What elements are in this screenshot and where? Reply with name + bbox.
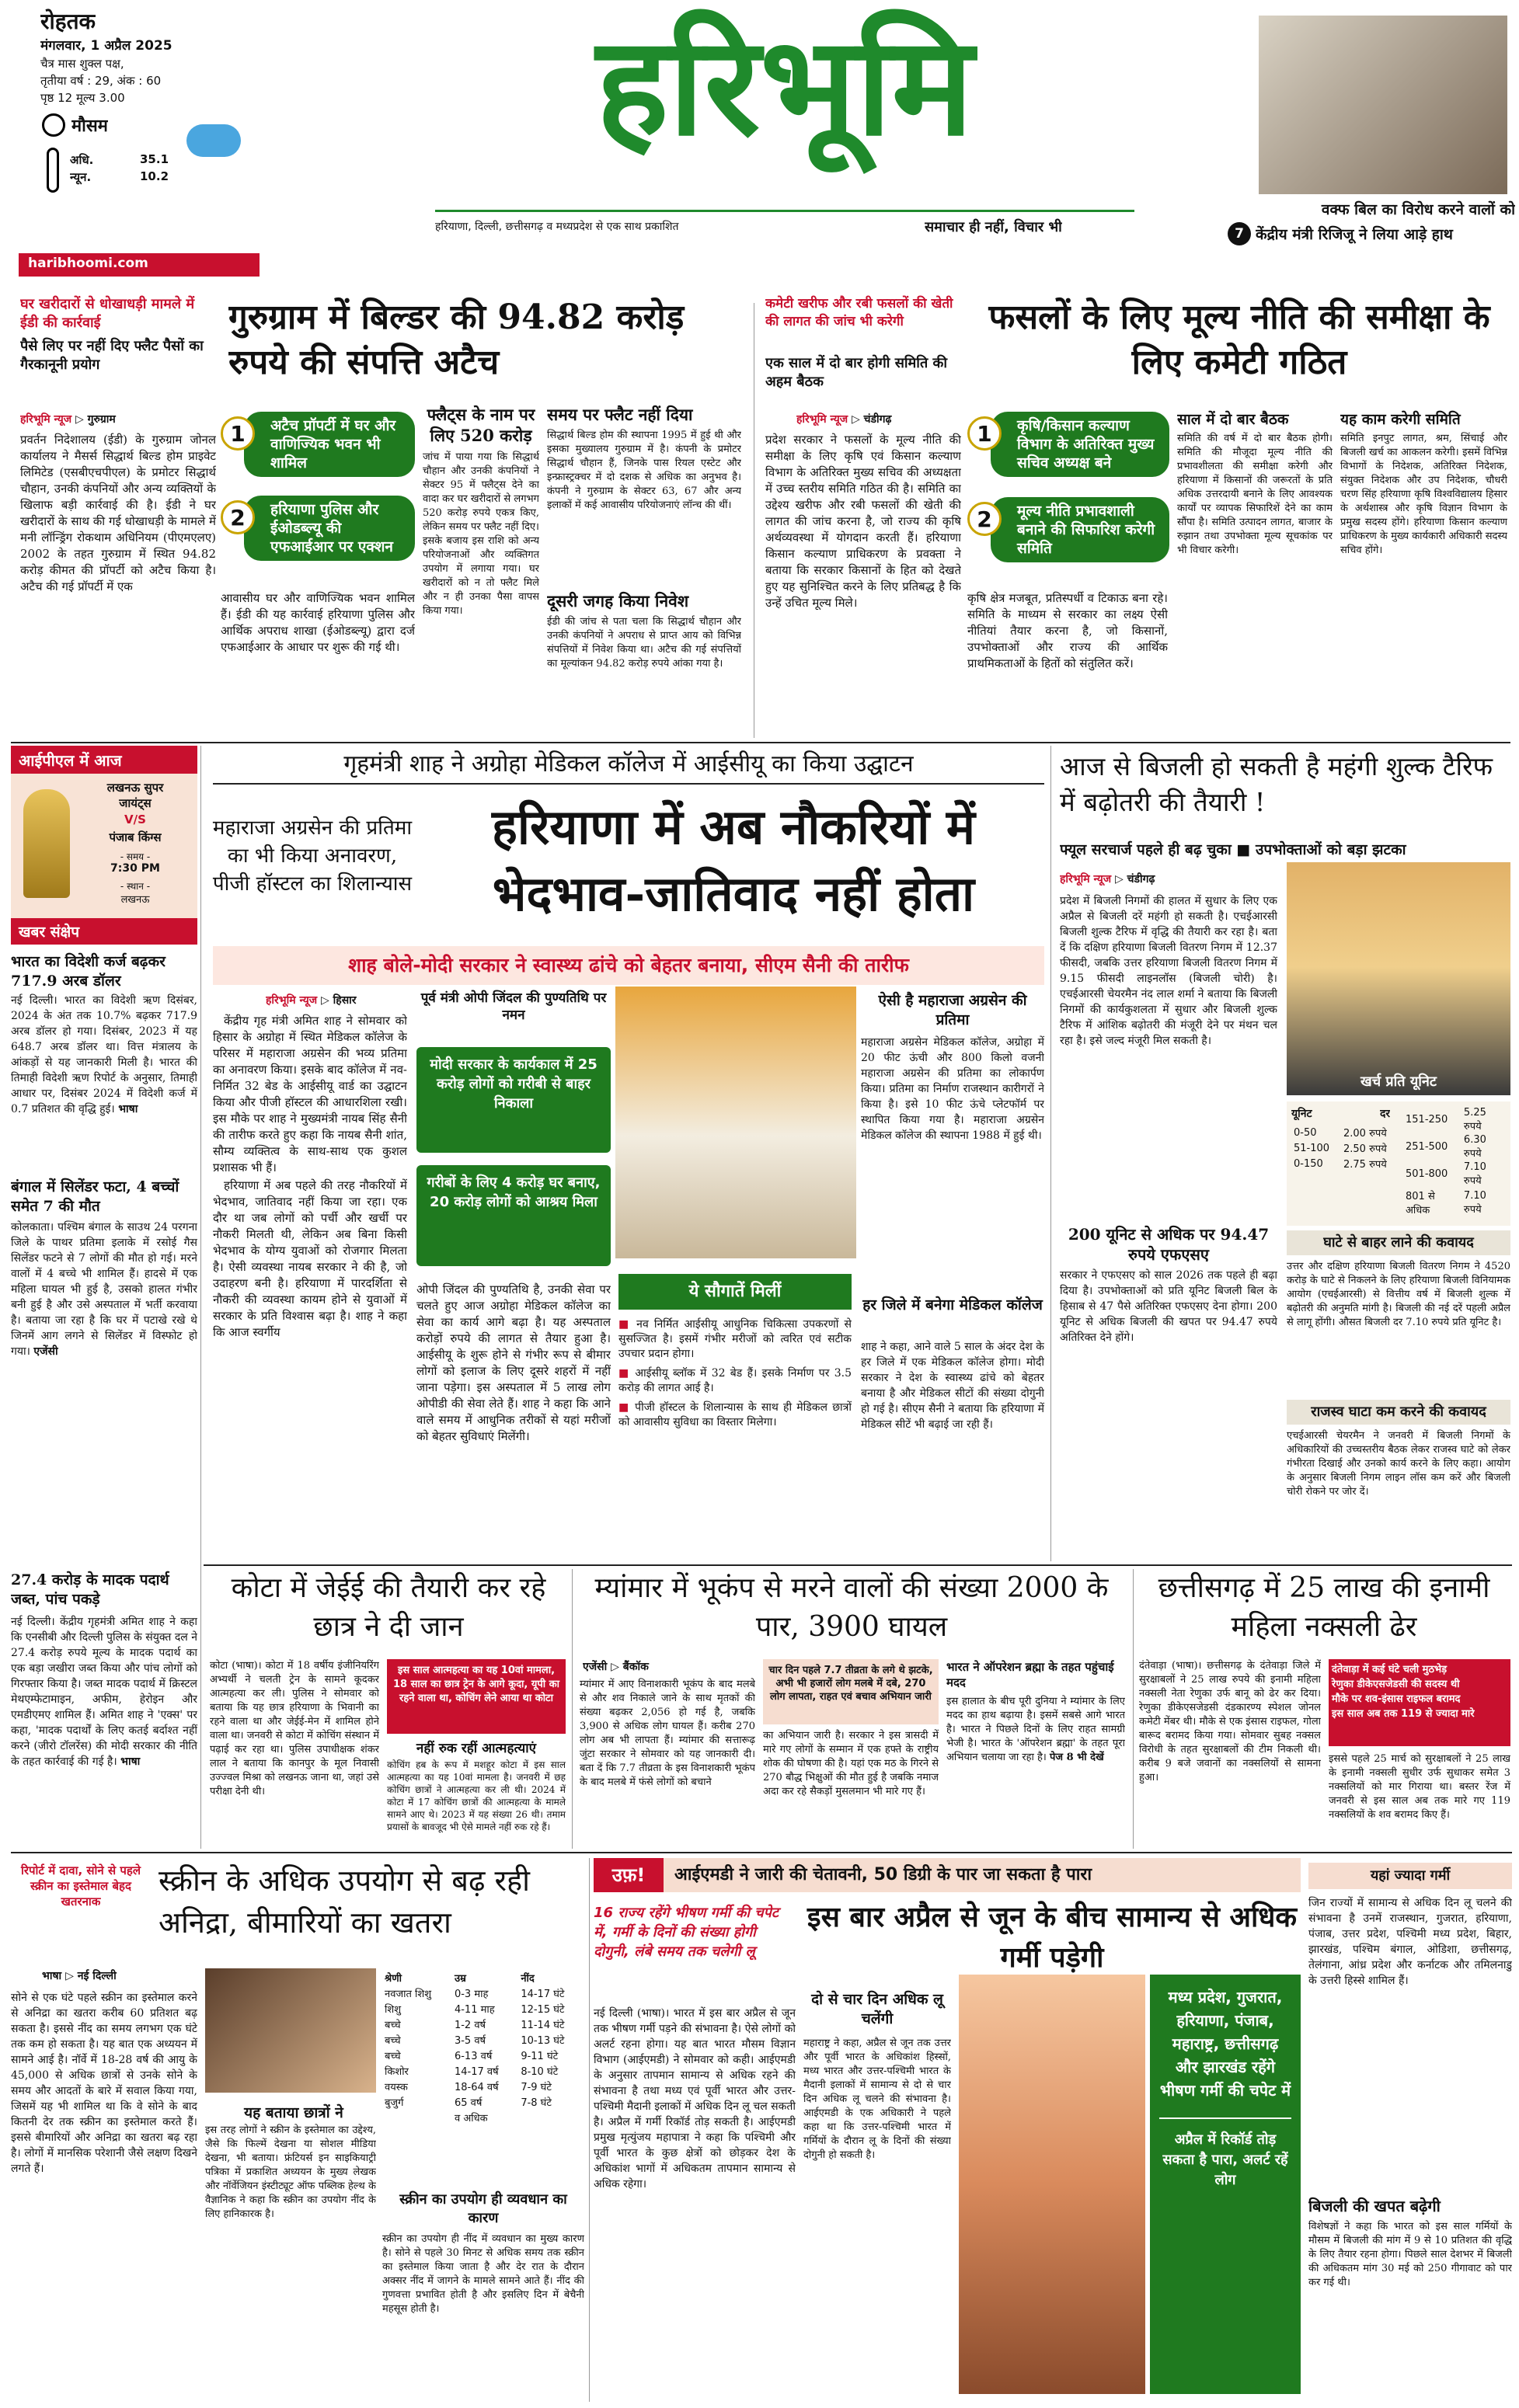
power-col4: एचईआरसी चेयरमैन ने जनवरी में बिजली निगमों के अधिकारियों की उच्चस्तरीय बैठक लेकर राजस्व घाटे को लेकर गंभीरता दिखाई और उनको कार्य करने के लिए कहा। आयोग के अनुसार बिजली निगम लाइन लॉस कम करें और बिजली चोरी रोकने पर जोर दें। <box>1287 1430 1510 1498</box>
crop-col3: समिति की वर्ष में दो बार बैठक होगी। समिति की मौजूदा मूल्य नीति की प्रभावशीलता की समीक्षा करेगी और हरियाणा में किसानों की जरूरतों के प्रति अधिक उत्तरदायी बनाने के लिए आवश्यक कार्यों पर व्यापक सिफारिशें देने का काम सौंपा है। समिति उत्पादन लागत, बाजार के रुझान तथा उपभोक्ता मूल्य सूचकांक पर भी विचार करेगी। <box>1177 433 1333 556</box>
story-power <box>1054 746 1512 1561</box>
square-icon: ■ <box>1236 841 1256 858</box>
table-cell: बच्चे <box>385 2051 401 2062</box>
crop-dateline <box>796 412 967 426</box>
power-col1: प्रदेश में बिजली निगमों की हालत में सुधार के लिए एक अप्रैल से बिजली दरें महंगी हो सकती है। एचईआरसी बिजली शुल्क टैरिफ में वृद्धि की तैयारी कर रहा है। बता दें कि दक्षिण हरियाणा बिजली वितरण निगम में 12.37 फीसदी, जबकि उत्तर हरियाणा बिजली वितरण निगम में 9.15 फीसदी लाइनलॉस (बिजली चोरी) है। एचईआरसी चेयरमैन नंद लाल शर्मा ने बताया कि बिजली निगमों की कार्यकुशलता में सुधार और बिजली शुल्क टैरिफ में आंशिक बढ़ोतरी की मंजूरी देने पर मंथन चल रहा है। इसे जल्द मंजूरी मिल सकती है। <box>1060 895 1277 1047</box>
story-ed <box>11 287 751 738</box>
shah-bullet-2-text: आईसीयू ब्लॉक में 32 बेड हैं। इसके निर्माण पर 3.5 करोड़ की लागत आई है। <box>618 1367 852 1394</box>
ed-point1 <box>221 412 415 477</box>
table-header: नींद <box>521 1973 535 1985</box>
heat-box-body: महाराष्ट्र ने कहा, अप्रैल से जून तक उत्तर और पूर्वी भारत के अधिकांश हिस्सों, मध्य भारत और उत्तर-पश्चिमी भारत के मैदानी इलाकों में सामान्य से दो से चार दिन अधिक लू चलने की संभावना है। आईएमडी के एक अधिकारी ने पहले कहा था कि उत्तर-पश्चिमी भारत में गर्मियों के दौरान लू के दिनों की संख्या दोगुनी हो सकती है। <box>803 2037 951 2161</box>
rule-quake-naxal <box>1133 1569 1134 1849</box>
rate-unit: 501-800 <box>1406 1168 1448 1180</box>
ipl-title: आईपीएल में आज <box>11 746 197 774</box>
ed-headline: गुरुग्राम में बिल्डर की 94.82 करोड़ रुपये की संपत्ति अटैच <box>228 298 685 382</box>
quake-col1: म्यांमार में आए विनाशकारी भूकंप के बाद मलबे से और शव निकाले जाने के साथ मृतकों की संख्या बढ़कर 2,056 हो गई है, जबकि 3,900 से अधिक लोग घायल हैं। करीब 270 लोग अब भी लापता हैं। म्यांमार की सत्तारूढ़ जुंटा सरकार ने सोमवार को यह जानकारी दी। बता दें कि 7.7 तीव्रता के इस विनाशकारी भूकंप के बाद मलबे में फंसे लोगों को बचाने <box>580 1679 755 1788</box>
table-row <box>382 2110 584 2125</box>
table-header: उम्र <box>454 1973 466 1985</box>
weather-icon <box>42 113 65 137</box>
ear-headline-2: केंद्रीय मंत्री रिजिजू ने लिया आड़े हाथ <box>1256 226 1453 243</box>
rate-row <box>1403 1106 1507 1133</box>
brief1-body <box>11 993 197 1173</box>
masthead-date: मंगलवार, 1 अप्रैल 2025 <box>40 38 172 54</box>
naxal-box <box>1329 1659 1510 1746</box>
rate-row <box>1291 1140 1400 1156</box>
tagline: समाचार ही नहीं, विचार भी <box>925 219 1062 235</box>
shah-quote3: गरीबों के लिए 4 करोड़ घर बनाए, 20 करोड़ लोगों को आश्रय मिला <box>416 1165 611 1266</box>
crop-col1: प्रदेश सरकार ने फसलों के मूल्य नीति की समीक्षा के लिए कृषि एवं किसान कल्याण विभाग के अतिरिक्त मुख्य सचिव की अध्यक्षता में उच्च स्तरीय समिति गठित की है। समिति का उद्देश्य खरीफ और रबी फसलों की खेती की लागत की जांच करना है, जो राज्य की कृषि अर्थव्यवस्था में योगदान करती हैं। हरियाणा किसान कल्याण प्राधिकरण के प्रवक्ता ने बताया कि सरकार किसानों के हित को देखते हुए यह सुनिश्चित करने के लिए प्रतिबद्ध है कि उन्हें उचित मूल्य मिले। <box>765 433 961 610</box>
ed-dateline <box>20 412 214 426</box>
website: haribhoomi.com <box>19 253 260 277</box>
screen-sub2: स्क्रीन का उपयोग ही व्यवधान का कारण <box>399 2191 567 2226</box>
shah-bullet-3 <box>618 1401 852 1430</box>
screen-dateline-agency: भाषा <box>42 1970 62 1982</box>
ed-dateline-brand: हरिभूमि न्यूज <box>20 413 72 426</box>
brief3-body <box>11 1614 197 1847</box>
rule-kota-quake <box>572 1569 573 1849</box>
power-tower-photo <box>1287 862 1510 1095</box>
shah-bullet-2 <box>618 1366 852 1396</box>
table-cell: बच्चे <box>385 2035 401 2047</box>
power-col2: सरकार ने एफएसए को साल 2026 तक पहले ही बढ़ा दिया है। उपभोक्ताओं को प्रति यूनिट बिजली बिल के हिसाब से 47 पैसे अतिरिक्त एफएसए देना होगा। 200 यूनिट से अधिक बिजली की खपत पर 94.47 रुपये अतिरिक्त देने होंगे। <box>1060 1269 1277 1344</box>
shah-bullet-1-text: नव निर्मित आईसीयू आधुनिक चिकित्सा उपकरणों से सुसज्जित है। इसमें गंभीर मरीजों को त्वरित एवं सटीक उपचार प्रदान होगा। <box>618 1318 852 1360</box>
rate-value: 6.30 रुपये <box>1463 1134 1486 1160</box>
heat-top-line: आईएमडी ने जारी की चेतावनी, 50 डिग्री के पार जा सकता है पारा <box>664 1858 1301 1892</box>
ipl-team2: जायंट्स <box>119 796 152 810</box>
sleep-table-grid <box>382 1970 584 2125</box>
brief1-text: नई दिल्ली। भारत का विदेशी ऋण दिसंबर, 2024 के अंत तक 10.7% बढ़कर 717.9 अरब डॉलर हो गया। दिसंबर, 2023 में यह 648.7 अरब डॉलर था। वित्त मंत्रालय के आंकड़ों से यह जानकारी मिली है। भारत की तिमाही विदेशी ऋण रिपोर्ट के अनुसार, तिमाही आधार पर, दिसंबर 2024 में विदेशी कर्ज में 0.7 प्रतिशत की वृद्धि हुई। <box>11 994 197 1115</box>
table-cell: नवजात शिशु <box>385 1989 432 2000</box>
table-header: श्रेणी <box>385 1973 402 1985</box>
quake-col2: का अभियान जारी है। सरकार ने इस त्रासदी में मारे गए लोगों के सम्मान में एक हफ्ते के राष्ट्रीय शोक की घोषणा की है। यहां एक मठ के गिरने से 270 बौद्ध भिक्षुओं की मौत हुई है जबकि नमाज अदा कर रहे सैकड़ों मुसलमान भी मारे गए हैं। <box>763 1730 939 1797</box>
table-cell: बुजुर्ग <box>385 2097 404 2109</box>
shah-col1 <box>213 1013 407 1561</box>
quake-dateline-place: बैंकॉक <box>622 1661 649 1673</box>
shah-dateline-sep: ▷ <box>321 994 333 1007</box>
rate-row <box>1403 1133 1507 1161</box>
table-cell: 18-64 वर्ष <box>454 2082 499 2093</box>
table-cell: 9-11 घंटे <box>521 2051 559 2062</box>
table-row <box>382 1985 584 2001</box>
table-row <box>382 2079 584 2094</box>
bullet-icon: ■ <box>618 1401 636 1414</box>
ipl-time-label: - समय - <box>120 851 151 862</box>
ed-point2-number: 2 <box>221 500 255 534</box>
screen-col3: स्क्रीन का उपयोग ही नींद में व्यवधान का मुख्य कारण है। सोने से पहले 30 मिनट से अधिक समय तक स्क्रीन का इस्तेमाल किया जाता है और देर रात के दौरान अक्सर नींद में जागने के मामले सामने आते हैं। नींद की गुणवत्ता प्रभावित होती है और इसलिए दिन में बेचैनी महसूस होती है। <box>382 2233 584 2315</box>
masthead-tithi: तृतीया वर्ष : 29, अंक : 60 <box>40 74 162 88</box>
max-temp-label: अधि. <box>70 153 94 167</box>
screen-col2: इस तरह लोगों ने स्क्रीन के इस्तेमाल का उद्देश्य, जैसे कि फिल्में देखना या सोशल मीडिया देखना, भी बताया। फ्रंटियर्स इन साइकियाट्री पत्रिका में प्रकाशित अध्ययन के मुख्य लेखक और नॉर्वेजियन इंस्टीट्यूट ऑफ पब्लिक हेल्थ के वैज्ञानिक ने कहा कि स्क्रीन का उपयोग नींद के लिए हानिकारक है। <box>205 2124 376 2220</box>
ear-headline-1: वक्फ बिल का विरोध करने वालों को <box>1321 201 1515 218</box>
ed-col3: जांच में पाया गया कि सिद्धार्थ चौहान और उनकी कंपनियों ने सेक्टर 95 में फ्लैट्स देने का वादा कर घर खरीदारों से लगभग 520 करोड़ रुपये एकत्र किए, लेकिन समय पर फ्लैट नहीं दिए। इसके बजाय इस राशि को अन्य परियोजनाओं और व्यक्तिगत उपयोग में लगाया गया। घर खरीदारों को न तो फ्लैट मिले और न ही उनका पैसा वापस किया गया। <box>423 451 539 617</box>
shah-col2: ओपी जिंदल की पुण्यतिथि है, उनकी सेवा पर चलते हुए आज अग्रोहा मेडिकल कॉलेज का सेवा का कार्य आगे बढ़ा है। यह अस्पताल करोड़ों रुपये की लागत से तैयार हुआ है। आईसीयू के शुरू होने से गंभीर रूप से बीमार लोगों को इलाज के लिए दूसरे शहरों में नहीं जाना पड़ेगा। इस अस्पताल में 5 लाख लोग ओपीडी की सेवा लेते हैं। शाह ने कहा कि आने वाले समय में आधुनिक तरीकों से यहां मरीजों को बेहतर सुविधाएं मिलेंगी। <box>416 1282 611 1443</box>
crop-point2-number: 2 <box>967 502 1002 536</box>
masthead-pages-price: पृष्ठ 12 मूल्य 3.00 <box>40 91 125 105</box>
rule-screen-heat <box>589 1858 590 2402</box>
bullet-icon: ■ <box>618 1318 637 1331</box>
ed-dateline-sep: ▷ <box>75 413 88 426</box>
heat-headline: इस बार अप्रैल से जून के बीच सामान्य से अधिक गर्मी पड़ेगी <box>807 1901 1298 1974</box>
rule-row2 <box>204 1564 1512 1566</box>
ed-col5: ईडी की जांच से पता चला कि सिद्धार्थ चौहान और उनकी कंपनियों ने अपराध से प्राप्त आय को विभिन्न संपत्तियों में निवेश किया था। अटैच की गई संपत्तियों का मूल्यांकन 94.82 करोड़ रुपये आंका गया है। <box>547 616 741 670</box>
naxal-box-4: इस साल अब तक 119 से ज्यादा मारे <box>1332 1708 1475 1720</box>
shah-bullet-1 <box>618 1317 852 1362</box>
power-subhead-1: फ्यूल सरचार्ज पहले ही बढ़ चुका <box>1060 841 1232 858</box>
shah-bullet-3-text: पीजी हॉस्टल के शिलान्यास के साथ ही मेडिकल छात्रों को आवासीय सुविधा का विस्तार मिलेगा। <box>618 1401 852 1428</box>
crop-dateline-sep: ▷ <box>852 413 864 426</box>
rate-left-list <box>1291 1125 1400 1171</box>
table-cell: 65 वर्ष <box>454 2097 483 2109</box>
rate-right-table <box>1403 1106 1507 1217</box>
rate-unit: 0-50 <box>1294 1126 1317 1139</box>
kota-col2: कोचिंग हब के रूप में मशहूर कोटा में इस साल आत्महत्या का यह 10वां मामला है। जनवरी में छह कोचिंग छात्रों ने आत्महत्या कर ली थी। 2024 में कोटा में 17 कोचिंग छात्रों की आत्महत्या के मामले सामने आए थे। 2023 में यह संख्या 26 थी। तमाम प्रयासों के बावजूद भी ऐसे मामले नहीं रुक रहे हैं। <box>387 1759 566 1832</box>
quake-col3-text: इस हालात के बीच पूरी दुनिया ने म्यांमार के लिए मदद का हाथ बढ़ाया है। इसमें सबसे आगे भारत है। भारत ने पिछले दिनों के लिए राहत सामग्री भेजी है। भारत के 'ऑपरेशन ब्रह्मा' के तहत पूरा अभियान चलाया जा रहा है। <box>946 1696 1125 1763</box>
heat-states-box <box>1150 1975 1301 2394</box>
shah-bullets <box>618 1317 852 1558</box>
table-cell: 4-11 माह <box>454 2004 495 2016</box>
heat-box-title: दो से चार दिन अधिक लू चलेंगी <box>811 1991 943 2027</box>
ipl-time: 7:30 PM <box>110 862 160 875</box>
bullet-icon: ■ <box>618 1367 636 1380</box>
table-row <box>382 2094 584 2110</box>
table-row <box>382 2063 584 2079</box>
table-cell: शिशु <box>385 2004 402 2016</box>
rate-value: 7.10 रुपये <box>1463 1161 1486 1187</box>
rate-value: 7.10 रुपये <box>1463 1189 1486 1216</box>
rate-unit: 0-150 <box>1294 1157 1323 1170</box>
table-cell: 14-17 वर्ष <box>454 2066 499 2078</box>
rate-unit: 51-100 <box>1294 1142 1330 1154</box>
rule-row3 <box>11 1852 1512 1853</box>
cloud-icon <box>186 124 241 157</box>
rate-value: 2.50 रुपये <box>1343 1143 1387 1155</box>
shah-headline: हरियाणा में अब नौकरियों में भेदभाव-जातिवाद नहीं होता <box>491 799 976 922</box>
quake-box: चार दिन पहले 7.7 तीव्रता के लगे थे झटके, अभी भी हजारों लोग मलबे में दबे, 270 लोग लापता, राहत एवं बचाव अभियान जारी <box>763 1659 939 1724</box>
table-cell: 7-9 घंटे <box>521 2082 552 2093</box>
ed-subhead: पैसे लिए पर नहीं दिए फ्लैट पैसों का गैरकानूनी प्रयोग <box>20 338 204 373</box>
kota-headline: कोटा में जेईई की तैयारी कर रहे छात्र ने दी जान <box>231 1572 546 1643</box>
min-temp: 10.2 <box>140 169 169 183</box>
masthead-logo: हरिभूमि <box>596 5 974 166</box>
table-row <box>382 2032 584 2048</box>
masthead <box>0 0 1519 280</box>
story-heat <box>594 1858 1512 2402</box>
heat-side-label: 16 राज्य रहेंगे भीषण गर्मी की चपेट में, गर्मी के दिनों की संख्या होगी दोगुनी, लंबे समय तक चलेगी लू <box>594 1905 779 1960</box>
heat-right-title: यहां ज्यादा गर्मी <box>1308 1863 1512 1889</box>
shah-col3: महाराजा अग्रसेन मेडिकल कॉलेज, अग्रोहा में 20 फीट ऊंची और 800 किलो वजनी महाराजा अग्रसेन की प्रतिमा का लोकार्पण किया। प्रतिमा का निर्माण राजस्थान कारीगरों ने किया है। इसे 10 फीट ऊंचे प्लेटफॉर्म पर स्थापित किया गया है। महाराजा अग्रसेन मेडिकल कॉलेज की स्थापना 1988 में हुई थी। <box>861 1036 1044 1142</box>
crop-point1-number: 1 <box>967 416 1002 451</box>
naxal-box-1: दंतेवाड़ा में कई घंटे चली मुठभेड़ <box>1332 1664 1448 1676</box>
min-temp-label: न्यून. <box>70 170 92 184</box>
shah-quotes <box>416 990 611 1277</box>
ear-page-badge: 7 <box>1228 222 1251 245</box>
shah-col1-para2: हरियाणा में अब पहले की तरह नौकरियों में भेदभाव, जातिवाद नहीं किया जा रहा। एक दौर था जब लोगों को पर्ची और खर्ची पर नौकरी मिलती थी, लेकिन अब बिना किसी भेदभाव के योग्य युवाओं को रोजगार मिलता है। ऐसी व्यवस्था नायब सरकार ने की है, जो उदाहरण बनी है। हरियाणा में पारदर्शिता से नौकरी की व्यवस्था कायम होने से युवाओं में सरकार के प्रति विश्वास बढ़ा है। शाह ने कहा कि आज स्वर्गीय <box>213 1178 407 1339</box>
rate-value: 2.75 रुपये <box>1343 1159 1387 1171</box>
crop-sub1: साल में दो बार बैठक <box>1177 411 1289 428</box>
thermometer-icon <box>47 148 59 193</box>
power-subhead-2: उपभोक्ताओं को बड़ा झटका <box>1256 841 1406 858</box>
shah-col1-para1: केंद्रीय गृह मंत्री अमित शाह ने सोमवार को हिसार के अग्रोहा में स्थित मेडिकल कॉलेज के परिसर में महाराजा अग्रसेन की भव्य प्रतिमा का अनावरण किया। इसके बाद कॉलेज में नव-निर्मित 32 बेड के आईसीयू वार्ड का उद्घाटन किया और पीजी हॉस्टल की आधारशिला रखी। इस मौके पर शाह ने मुख्यमंत्री नायब सिंह सैनी की तारीफ करते हुए कहा कि नायब सैनी शांत, सौम्य व्यक्तित्व के साथ-साथ एक कुशल प्रशासक भी हैं। <box>213 1014 407 1174</box>
ed-sub2: समय पर फ्लैट नहीं दिया <box>547 405 693 424</box>
quake-headline: म्यांमार में भूकंप से मरने वालों की संख्या 2000 के पार, 3900 घायल <box>594 1572 1109 1643</box>
shah-photo <box>615 987 856 1258</box>
screen-photo <box>205 1968 376 2093</box>
crop-point2 <box>967 497 1169 562</box>
quake-col3 <box>946 1695 1125 1849</box>
rate-value: 2.00 रुपये <box>1343 1128 1387 1140</box>
quake-dateline-agency: एजेंसी <box>583 1661 608 1673</box>
ed-point1-number: 1 <box>221 416 255 451</box>
shah-quote1: पूर्व मंत्री ओपी जिंदल की पुण्यतिथि पर नमन <box>420 990 607 1023</box>
crop-dateline-place: चंडीगढ़ <box>863 413 892 426</box>
table-cell: 11-14 घंटे <box>521 2020 565 2031</box>
power-subhead <box>1060 839 1510 859</box>
masthead-rule <box>435 210 1134 212</box>
quake-page-ref: पेज 8 भी देखें <box>1050 1752 1104 1763</box>
power-sub3: राजस्व घाटा कम करने की कवायद <box>1287 1400 1510 1425</box>
rule-sidebar <box>200 746 201 1849</box>
ipl-team3: पंजाब किंग्स <box>109 830 162 844</box>
rate-row <box>1291 1125 1400 1140</box>
shah-dateline-brand: हरिभूमि न्यूज <box>266 994 318 1007</box>
ed-kicker: घर खरीदारों से धोखाधड़ी मामले में ईडी की कार्रवाई <box>20 296 195 331</box>
brief3-source: भाषा <box>120 1756 141 1768</box>
heat-states: मध्य प्रदेश, गुजरात, हरियाणा, पंजाब, महाराष्ट्र, छत्तीसगढ़ और झारखंड रहेंगे भीषण गर्मी की चपेट में <box>1159 1988 1291 2100</box>
shah-col4: शाह ने कहा, आने वाले 5 साल के अंदर देश के हर जिले में एक मेडिकल कॉलेज होगा। मोदी सरकार ने देश के स्वास्थ्य ढांचे को बेहतर बनाया है और मेडिकल सीटों की संख्या दोगुनी हो गई है। सीएम सैनी ने बताया कि हरियाणा में मेडिकल सीटें भी बढ़ाई जा रही हैं। <box>861 1341 1044 1431</box>
ed-sub1: फ्लैट्स के नाम पर लिए 520 करोड़ <box>427 405 535 445</box>
table-cell: 12-15 घंटे <box>521 2004 565 2016</box>
shah-kicker-rule <box>213 783 1044 785</box>
table-cell: 6-13 वर्ष <box>454 2051 493 2062</box>
crop-dateline-brand: हरिभूमि न्यूज <box>796 413 848 426</box>
ipl-vs: V/S <box>124 813 146 826</box>
power-dateline-place: चंडीगढ़ <box>1127 873 1155 886</box>
table-cell: 0-3 माह <box>454 1989 489 2000</box>
shah-sub1: ऐसी है महाराजा अग्रसेन की प्रतिमा <box>878 992 1027 1028</box>
story-naxal <box>1136 1569 1512 1849</box>
ed-dateline-place: गुरुग्राम <box>87 413 116 426</box>
screen-dateline-place: नई दिल्ली <box>77 1970 117 1982</box>
table-cell: वयस्क <box>385 2082 408 2093</box>
brief2-head: बंगाल में सिलेंडर फटा, 4 बच्चों समेत 7 की मौत <box>11 1178 179 1215</box>
screen-dateline <box>42 1968 197 1983</box>
heat-records: अप्रैल में रिकॉर्ड तोड़ सकता है पारा, अलर्ट रहें लोग <box>1159 2117 1291 2191</box>
sleep-table <box>382 1970 584 2184</box>
brief1-source: भाषा <box>118 1103 138 1115</box>
table-cell: 8-10 घंटे <box>521 2066 559 2078</box>
power-dateline-brand: हरिभूमि न्यूज <box>1060 873 1112 886</box>
quake-dateline <box>583 1659 754 1674</box>
screen-col1: सोने से एक घंटे पहले स्क्रीन का इस्तेमाल करने से अनिद्रा का खतरा करीब 60 प्रतिशत बढ़ सकता है। इससे नींद का समय लगभग एक घंटे तक कम हो सकता है। यह बात एक अध्ययन में सामने आई है। नॉर्वे में 18-28 वर्ष की आयु के 45,000 से अधिक छात्रों से उनके सोने के समय और आदतों के बारे में सवाल किया गया, जिसमें यह भी शामिल था कि वे सोने के बाद कितनी देर तक स्क्रीन का इस्तेमाल करते हैं। इससे बीमारियों और अनिद्रा का खतरा बढ़ रहा है। लोगों में मानसिक परेशानी जैसे लक्षण दिखने लगते हैं। <box>11 1992 197 2175</box>
naxal-col2: इससे पहले 25 मार्च को सुरक्षाबलों ने 25 लाख के इनामी नक्सली सुधीर उर्फ सुधाकर समेत 3 नक्सलियों को मार गिराया था। बस्तर रेंज में जनवरी से इस साल अब तक मारे गए 119 नक्सलियों के शव बरामद किए हैं। <box>1329 1753 1510 1821</box>
rule-row1 <box>11 742 1510 743</box>
rate-header-units: यूनिट <box>1291 1108 1312 1120</box>
crop-point2-text: मूल्य नीति प्रभावशाली बनाने की सिफारिश करेगी समिति <box>991 497 1169 562</box>
ed-point2 <box>221 496 415 561</box>
brief3-text: नई दिल्ली। केंद्रीय गृहमंत्री अमित शाह ने कहा कि एनसीबी और दिल्ली पुलिस के संयुक्त दल ने 27.4 करोड़ रुपये मूल्य के मादक पदार्थ का एक बड़ा जखीरा जब्त किया और पांच लोगों को गिरफ्तार किया है। जब्त मादक पदार्थ में क्रिस्टल मेथएम्फेटामाइन, अफीम, हेरोइन और एमडीएमए शामिल हैं। अमित शाह ने 'एक्स' पर कहा, 'मादक पदार्थों के लिए कतई बर्दाश्त नहीं करने (जीरो टॉलरेंस) की मोदी सरकार की नीति के तहत कार्रवाई की गई है। <box>11 1616 197 1768</box>
heat-right-col2: विशेषज्ञों ने कहा कि भारत को इस साल गर्मियों के मौसम में बिजली की मांग में 9 से 10 प्रतिशत की वृद्धि के लिए तैयार रहना होगा। पिछले साल देशभर में बिजली की अधिकतम मांग 30 मई को 250 गीगावाट को पार कर गई थी। <box>1308 2221 1512 2288</box>
power-dateline-sep: ▷ <box>1115 873 1127 886</box>
shah-dateline-place: हिसार <box>333 994 357 1007</box>
table-cell <box>518 2110 584 2125</box>
brief2-text: कोलकाता। पश्चिम बंगाल के साउथ 24 परगना जिले के पाथर प्रतिमा इलाके में रसोई गैस सिलेंडर फटने से 7 लोगों की मौत हो गई। मरने वालों में 4 बच्चे भी शामिल हैं। हादसे में एक महिला घायल भी हुई है, उसको हालत गंभीर बनी हुई है और उसे अस्पताल में भर्ती करवाया है। बताया जा रहा है कि घर में पटाखे रखे थे जिनमें आग लगने से सिलेंडर में विस्फोट हो गया। <box>11 1221 197 1358</box>
power-dateline <box>1060 872 1293 886</box>
ed-col1: प्रवर्तन निदेशालय (ईडी) के गुरुग्राम जोनल कार्यालय ने मैसर्स सिद्धार्थ बिल्ड होम प्राइवेट लिमिटेड (एसबीएचपीएल) के प्रमोटर सिद्धार्थ चौहान, उनकी कंपनियों और अन्य व्यक्तियों के खिलाफ बड़ी कार्रवाई की है। ईडी ने घर खरीदारों के साथ की गई धोखाधड़ी के मामले में मनी लॉन्ड्रिंग रोकथाम अधिनियम (पीएमएलए) 2002 के तहत गुरुग्राम में स्थित 94.82 करोड़ कीमत की प्रॉपर्टी को अटैच किया है। अटैच की गई प्रॉपर्टी में एक <box>20 433 216 593</box>
power-sub2: घाटे से बाहर लाने की कवायद <box>1287 1230 1510 1255</box>
brief-title: खबर संक्षेप <box>11 918 197 945</box>
story-crop <box>758 287 1511 738</box>
ed-point2-text: हरियाणा पुलिस और ईओडब्ल्यू की एफआईआर पर एक्शन <box>244 496 415 561</box>
ed-point1-text: अटैच प्रॉपर्टी में घर और वाणिज्यिक भवन भी शामिल <box>244 412 415 477</box>
max-temp: 35.1 <box>140 152 169 166</box>
naxal-box-3: मौके पर शव-इंसास राइफल बरामद <box>1332 1693 1461 1705</box>
power-rate-table <box>1287 1101 1510 1226</box>
naxal-col1: दंतेवाड़ा (भाषा)। छत्तीसगढ़ के दंतेवाड़ा जिले में सुरक्षाबलों ने 25 लाख रुपये की इनामी महिला नक्सली नेता रेणुका उर्फ बानू को ढेर कर दिया। रेणुका डीकेएसजेडसी दंडकारण्य स्पेशल जोनल कमेटी मेंबर थी। मौके से एक इंसास राइफल, गोला बारूद बरामद किया गया। सोमवार सुबह नक्सल विरोधी के तहत सुरक्षाबलों की टीम निकली थी। करीब 9 बजे जवानों का नक्सलियों से सामना हुआ। <box>1139 1660 1321 1783</box>
table-row <box>382 2017 584 2032</box>
masthead-city: रोहतक <box>40 9 96 34</box>
masthead-panchang: चैत्र मास शुक्ल पक्ष, <box>40 57 124 71</box>
quake-sub1: भारत ने ऑपरेशन ब्रह्मा के तहत पहुंचाई मदद <box>946 1660 1114 1689</box>
ipl-venue-label: - स्थान - <box>120 881 151 892</box>
ear-photo <box>1259 16 1507 194</box>
kota-col1: कोटा (भाषा)। कोटा में 18 वर्षीय इंजीनियरिंग अभ्यर्थी ने चलती ट्रेन के सामने कूदकर आत्महत्या कर ली। पुलिस ने सोमवार को बताया कि यह छात्र हरियाणा के भिवानी का रहने वाला था और जेईई-मेन में शामिल होने वाला था। जनवरी से कोटा में कोचिंग संस्थान में पढ़ाई कर रहा था। पुलिस उपाधीक्षक शंकर लाल ने बताया कि कानपुर के मूल निवासी उज्ज्वल मिश्रा को लखनऊ जाना था, जहां उसे परीक्षा देनी थी। <box>210 1660 379 1797</box>
story-quake <box>575 1569 1131 1849</box>
screen-headline: स्क्रीन के अधिक उपयोग से बढ़ रही अनिद्रा, बीमारियों का खतरा <box>159 1863 531 1940</box>
crop-point1-text: कृषि/किसान कल्याण विभाग के अतिरिक्त मुख्य सचिव अध्यक्ष बने <box>991 412 1169 477</box>
table-cell: बच्चे <box>385 2020 401 2031</box>
table-cell: 14-17 घंटे <box>521 1989 565 2000</box>
trophy-icon <box>23 789 70 898</box>
naxal-headline: छत्तीसगढ़ में 25 लाख की इनामी महिला नक्सली ढेर <box>1158 1572 1490 1643</box>
crop-point1 <box>967 412 1169 477</box>
weather-label: मौसम <box>71 117 108 136</box>
rate-unit: 151-250 <box>1406 1114 1448 1126</box>
ed-col2: आवासीय घर और वाणिज्यिक भवन शामिल हैं। ईडी की यह कार्रवाई हरियाणा पुलिस और आर्थिक अपराध शाखा (ईओडब्ल्यू) द्वारा दर्ज एफआईआर के आधार पर शुरू की गई थी। <box>221 591 415 654</box>
shah-caption: ये सौगातें मिलीं <box>618 1274 852 1310</box>
rate-row <box>1403 1161 1507 1188</box>
table-cell: व अधिक <box>454 2113 488 2124</box>
crop-subhead: एक साल में दो बार होगी समिति की अहम बैठक <box>765 355 947 390</box>
ed-sub3: दूसरी जगह किया निवेश <box>547 591 689 611</box>
rule-shah-power <box>1050 746 1051 1561</box>
heat-right-sub: बिजली की खपत बढ़ेगी <box>1308 2197 1441 2215</box>
crop-col2: कृषि क्षेत्र मजबूत, प्रतिस्पर्धी व टिकाऊ बना रहे। समिति के माध्यम से सरकार का लक्ष्य ऐसी नीतियां तैयार करना है, जो किसानों, उपभोक्ताओं और राज्य की आर्थिक प्राथमिकताओं के हितों को संतुलित करें। <box>967 591 1168 670</box>
ipl-venue: लखनऊ <box>120 894 150 906</box>
crop-kicker: कमेटी खरीफ और रबी फसलों की खेती की लागत की जांच भी करेगी <box>765 296 953 329</box>
brief3-head: 27.4 करोड़ के मादक पदार्थ जब्त, पांच पकड़े <box>11 1571 169 1608</box>
table-cell: 3-5 वर्ष <box>454 2035 486 2047</box>
story-screen <box>11 1856 586 2400</box>
rate-right-list <box>1403 1106 1507 1217</box>
screen-label: रिपोर्ट में दावा, सोने से पहले स्क्रीन का इस्तेमाल बेहद खतरनाक <box>21 1863 141 1909</box>
crop-col4: समिति इनपुट लागत, श्रम, सिंचाई और बिजली खर्च का आकलन करेगी। इसमें विभिन्न विभागों के निदेशक, अतिरिक्त निदेशक, संयुक्त निदेशक और उप निदेशक, चौधरी चरण सिंह हरियाणा कृषि विश्वविद्यालय हिसार के अर्थशास्त्र और कृषि विज्ञान विभाग के प्रमुख सदस्य होंगे। हरियाणा किसान कल्याण प्राधिकरण के मुख्य कार्यकारी अधिकारी सदस्य सचिव होंगे। <box>1340 433 1507 556</box>
heat-col1: नई दिल्ली (भाषा)। भारत में इस बार अप्रैल से जून तक भीषण गर्मी पड़ने की संभावना है। ऐसे लोगों को अलर्ट रहना होगा। यह बात भारत मौसम विज्ञान विभाग (आईएमडी) ने सोमवार को कही। आईएमडी के अनुसार तापमान सामान्य से अधिक रहने की संभावना है तथा मध्य एवं पूर्वी भारत और उत्तर-पश्चिमी मैदानी इलाकों में अधिक दिन लू चल सकती है। अप्रैल में गर्मी रिकॉर्ड तोड़ सकती है। आईएमडी प्रमुख मृत्युंजय महापात्रा ने कहा कि पश्चिमी और पूर्वी भारत के कुछ क्षेत्रों को छोड़कर देश के अधिकांश भागों में अधिकतम तापमान सामान्य से अधिक रहेगा। <box>594 2007 796 2191</box>
power-col3: उत्तर और दक्षिण हरियाणा बिजली वितरण निगम ने 4520 करोड़ के घाटे से निकलने के लिए हरियाणा बिजली विनियामक आयोग (एचईआरसी) से वित्तीय वर्ष में बिजली शुल्क में बढ़ोतरी की अनुमति मांगी है। बिजली की नई दरें पहली अप्रैल से लागू होंगी। औसत बिजली दर 7.10 रुपये प्रति यूनिट है। <box>1287 1261 1510 1328</box>
table-row <box>382 2048 584 2063</box>
quake-dateline-sep: ▷ <box>611 1661 623 1673</box>
sidebar <box>11 746 197 1561</box>
rate-unit: 801 से अधिक <box>1406 1191 1435 1216</box>
rate-left-table <box>1291 1125 1400 1171</box>
heat-tag: उफ़! <box>594 1858 664 1892</box>
screen-dateline-sep: ▷ <box>65 1970 78 1982</box>
kota-sub1: नहीं रुक रहीं आत्महत्याएं <box>416 1741 537 1756</box>
table-cell: 7-8 घंटे <box>521 2097 552 2109</box>
table-cell: किशोर <box>385 2066 409 2078</box>
story-kota <box>204 1569 569 1849</box>
power-sub1: 200 यूनिट से अधिक पर 94.47 रुपये एफएसए <box>1068 1225 1270 1264</box>
naxal-box-2: रेणुका डीकेएसजेडसी की सदस्य थी <box>1332 1679 1460 1690</box>
rate-row <box>1291 1156 1400 1171</box>
rate-unit: 251-500 <box>1406 1141 1448 1153</box>
crop-headline: फसलों के लिए मूल्य नीति की समीक्षा के लिए कमेटी गठित <box>988 298 1490 382</box>
shah-side-note: महाराजा अग्रसेन की प्रतिमा का भी किया अनावरण, पीजी हॉस्टल का शिलान्यास <box>212 816 413 896</box>
power-chart-title: खर्च प्रति यूनिट <box>1360 1074 1437 1090</box>
shah-quote2: मोदी सरकार के कार्यकाल में 25 करोड़ लोगों को गरीबी से बाहर निकाला <box>416 1047 611 1153</box>
rate-value: 5.25 रुपये <box>1463 1107 1486 1133</box>
heat-photo <box>959 1975 1145 2394</box>
kota-box: इस साल आत्महत्या का यह 10वां मामला, 18 साल का छात्र ट्रेन के आगे कूदा, यूपी का रहने वाला था, कोचिंग लेने आया था कोटा <box>387 1659 566 1734</box>
table-row <box>382 2001 584 2017</box>
edition-line: हरियाणा, दिल्ली, छत्तीसगढ़ व मध्यप्रदेश से एक साथ प्रकाशित <box>435 221 679 233</box>
shah-kicker: गृहमंत्री शाह ने अग्रोहा मेडिकल कॉलेज में आईसीयू का किया उद्घाटन <box>343 750 914 778</box>
table-cell: 1-2 वर्ष <box>454 2020 486 2031</box>
rate-row <box>1403 1188 1507 1217</box>
power-headline: आज से बिजली हो सकती है महंगी शुल्क टैरिफ में बढ़ोतरी की तैयारी ! <box>1060 751 1493 817</box>
table-cell <box>382 2110 452 2125</box>
ipl-team1: लखनऊ सुपर <box>106 781 164 795</box>
shah-sub2: हर जिले में बनेगा मेडिकल कॉलेज <box>862 1296 1043 1314</box>
brief2-body <box>11 1220 197 1428</box>
ed-col4: सिद्धार्थ बिल्ड होम की स्थापना 1995 में हुई थी और इसका मुख्यालय गुरुग्राम में है। कंपनी के प्रमोटर सिद्धार्थ चौहान हैं, जिनके पास रियल एस्टेट और इन्फ्रास्ट्रक्चर में दो दशक से अधिक का अनुभव है। कंपनी ने गुरुग्राम के सेक्टर 63, 67 और अन्य इलाकों में कई आवासीय परियोजनाएं लॉन्च की थीं। <box>547 430 741 511</box>
story-shah <box>204 746 1047 1561</box>
screen-sub1: यह बताया छात्रों ने <box>244 2104 343 2121</box>
rate-header-rate: दर <box>1380 1108 1391 1120</box>
brief2-source: एजेंसी <box>33 1345 58 1358</box>
brief1-head: भारत का विदेशी कर्ज बढ़कर 717.9 अरब डॉलर <box>11 953 165 990</box>
shah-strap: शाह बोले-मोदी सरकार ने स्वास्थ्य ढांचे को बेहतर बनाया, सीएम सैनी की तारीफ <box>213 946 1044 985</box>
table-header-row <box>382 1970 584 1985</box>
table-cell: 10-13 घंटे <box>521 2035 565 2047</box>
ipl-panel <box>11 774 197 918</box>
crop-sub2: यह काम करेगी समिति <box>1340 411 1461 428</box>
heat-right-col: जिन राज्यों में सामान्य से अधिक दिन लू चलने की संभावना है उनमें राजस्थान, गुजरात, हरियाणा, पंजाब, उत्तर प्रदेश, पश्चिमी मध्य प्रदेश, बिहार, झारखंड, पश्चिम बंगाल, ओडिशा, छत्तीसगढ़, तेलंगाना, आंध्र प्रदेश और कर्नाटक और तमिलनाडु के उत्तरी हिस्से शामिल हैं। <box>1308 1897 1512 1987</box>
